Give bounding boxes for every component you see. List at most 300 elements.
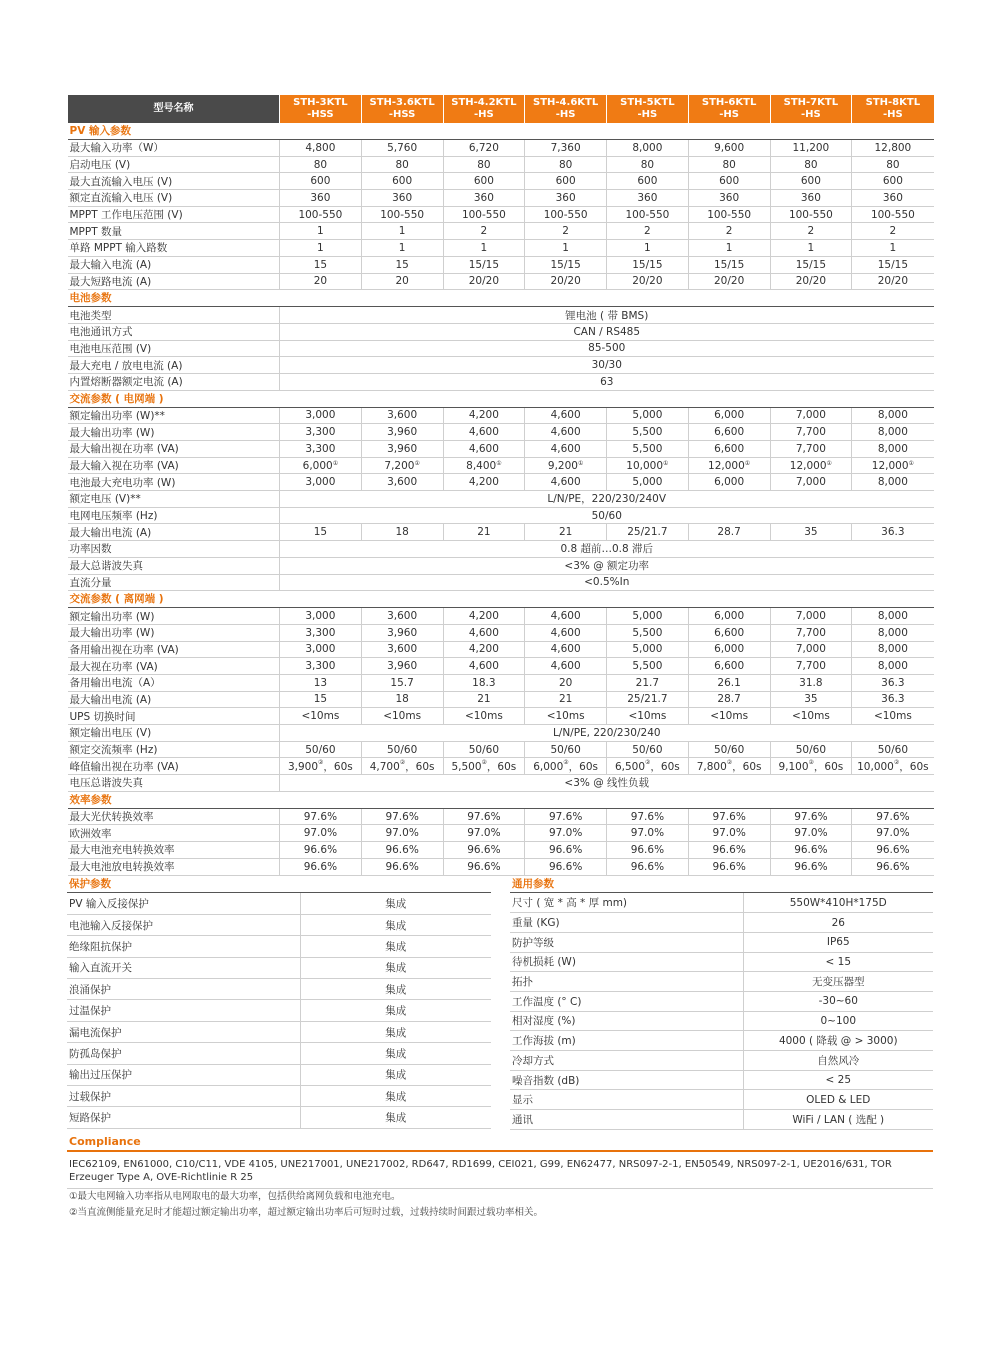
value-text: 7,360 (550, 141, 581, 154)
value-text: 15/15 (550, 258, 581, 271)
value-text: 2 (644, 225, 651, 238)
footnote: ①最大电网输入功率指从电网取电的最大功率，包括供给离网负载和电池充电。 (69, 1191, 401, 1202)
model-header: STH-3.6KTL -HSS (361, 95, 443, 123)
spec-label: MPPT 数量 (68, 223, 280, 240)
spec-value (688, 156, 770, 173)
value-text: 97.6% (467, 810, 501, 823)
spec-value (770, 758, 852, 775)
protection-value: 集成 (300, 1064, 491, 1085)
spec-value (525, 173, 607, 190)
protection-value: 集成 (300, 1086, 491, 1107)
spec-value (607, 273, 689, 290)
spec-value (443, 658, 525, 675)
model-header: STH-6KTL -HS (688, 95, 770, 123)
value-text: 36.3 (881, 676, 905, 689)
spec-value (688, 608, 770, 625)
spec-value (607, 474, 689, 491)
spec-label: 额定输出电压 (V) (68, 725, 280, 742)
value-text: 6,000 (714, 476, 745, 489)
value-text: 20/20 (468, 275, 499, 288)
spec-row (68, 541, 934, 558)
footnote-mark: ① (744, 459, 751, 467)
value-text: 600 (719, 175, 740, 188)
spec-value (852, 256, 934, 273)
spec-value (525, 858, 607, 875)
spec-value (770, 424, 852, 441)
value-text: 360 (800, 191, 821, 204)
value-text: 3,900 (287, 760, 319, 773)
value-text: 6,000 (533, 760, 564, 773)
protection-row (67, 1086, 491, 1107)
spec-value (852, 758, 934, 775)
footnote-mark: ② (481, 758, 487, 766)
spec-value (770, 407, 852, 424)
footnote-mark: ① (663, 459, 669, 467)
protection-label: 过温保护 (67, 1000, 300, 1021)
section-header-row (68, 290, 934, 307)
protection-row (67, 1043, 491, 1064)
footnote-mark: ① (496, 459, 502, 467)
spec-value (688, 741, 770, 758)
spec-value (280, 256, 362, 273)
spec-row (68, 608, 934, 625)
spec-value (688, 273, 770, 290)
protection-value: 集成 (300, 1021, 491, 1042)
general-value: 26 (743, 913, 933, 933)
value-text: 97.6% (794, 810, 828, 823)
spec-row (68, 674, 934, 691)
spec-value (852, 407, 934, 424)
spec-value (852, 741, 934, 758)
value-text: 8,000 (877, 610, 908, 623)
spec-value (443, 156, 525, 173)
value-text: 96.6% (385, 860, 419, 873)
value-text: 4,600 (550, 660, 581, 673)
spec-row (68, 741, 934, 758)
spec-value (688, 190, 770, 207)
general-value: OLED & LED (743, 1090, 933, 1110)
value-text: 8,000 (877, 660, 908, 673)
value-text: 4,800 (305, 141, 336, 154)
value-text: 96.6% (712, 860, 746, 873)
spec-value (443, 190, 525, 207)
value-text: 5,000 (632, 610, 663, 623)
spec-value (688, 223, 770, 240)
value-text: 4,600 (550, 426, 581, 439)
spec-value (607, 173, 689, 190)
spec-value (688, 256, 770, 273)
value-text: 10,000 (626, 459, 664, 472)
spec-value (770, 624, 852, 641)
spec-value (852, 842, 934, 859)
value-text: 8,000 (632, 141, 663, 154)
value-text: 1 (807, 241, 815, 254)
value-text: 100-550 (625, 208, 670, 221)
footnote-mark: ② (726, 758, 733, 766)
spec-value (525, 624, 607, 641)
spec-value (607, 808, 689, 825)
value-text: 100-550 (707, 208, 752, 221)
spec-value (852, 240, 934, 257)
general-value: < 25 (743, 1070, 933, 1090)
value-text: 12,000 (789, 459, 827, 472)
protection-panel (67, 875, 491, 1129)
value-text: 7,000 (795, 643, 826, 656)
section-header-row (68, 791, 934, 808)
protection-label: 防孤岛保护 (67, 1043, 300, 1064)
model-name-header: 型号名称 (68, 95, 280, 123)
spec-label: 最大光伏转换效率 (68, 808, 280, 825)
spec-value (607, 842, 689, 859)
spec-value (443, 173, 525, 190)
value-text: 15/15 (795, 258, 826, 271)
spec-label: 最大短路电流 (A) (68, 273, 280, 290)
value-text: 6,600 (714, 442, 745, 455)
value-text: 4,600 (550, 643, 581, 656)
value-text: 3,000 (305, 610, 336, 623)
spec-value (607, 608, 689, 625)
value-text: 50/60 (305, 743, 336, 756)
spec-value (280, 206, 362, 223)
spec-value (525, 641, 607, 658)
general-label: 相对湿度 (%) (510, 1011, 743, 1031)
value-suffix: ，60s (899, 760, 929, 773)
spec-value (852, 273, 934, 290)
spec-value (443, 858, 525, 875)
spec-value (852, 808, 934, 825)
value-text: 15 (313, 526, 328, 539)
protection-row (67, 1107, 491, 1128)
section-header-row (68, 390, 934, 407)
spec-value-span: <3% @ 线性负载 (280, 775, 934, 792)
spec-value (280, 658, 362, 675)
spec-value (770, 825, 852, 842)
value-text: 7,000 (795, 409, 826, 422)
general-row (510, 893, 933, 913)
spec-row (68, 457, 934, 474)
section-title: 电池参数 (68, 290, 934, 307)
value-text: 96.6% (467, 860, 501, 873)
value-text: 6,720 (468, 141, 499, 154)
spec-value (361, 256, 443, 273)
spec-value (688, 140, 770, 157)
spec-value (852, 156, 934, 173)
spec-row (68, 624, 934, 641)
spec-value (852, 441, 934, 458)
value-text: 12,000 (871, 459, 909, 472)
value-text: 97.0% (876, 827, 910, 840)
spec-row (68, 775, 934, 792)
value-text: 360 (637, 191, 658, 204)
spec-value (280, 608, 362, 625)
model-header: STH-4.6KTL -HS (525, 95, 607, 123)
spec-value (525, 758, 607, 775)
general-label: 显示 (510, 1090, 743, 1110)
value-text: 3,600 (387, 409, 418, 422)
spec-value (525, 658, 607, 675)
value-text: 36.3 (881, 693, 905, 706)
spec-value (443, 741, 525, 758)
spec-value (770, 173, 852, 190)
value-text: 97.0% (303, 827, 338, 840)
spec-value (607, 441, 689, 458)
spec-value-span: 85-500 (280, 340, 934, 357)
spec-value (852, 524, 934, 541)
value-text: 7,800 (696, 760, 727, 773)
value-text: 15 (313, 258, 328, 271)
value-text: 7,200 (384, 459, 415, 472)
spec-value (770, 206, 852, 223)
value-text: 2 (562, 225, 569, 238)
spec-value (280, 223, 362, 240)
spec-value (361, 842, 443, 859)
value-text: 97.6% (712, 810, 746, 823)
spec-row (68, 256, 934, 273)
spec-row (68, 708, 934, 725)
value-text: 21 (558, 693, 573, 706)
spec-row (68, 524, 934, 541)
value-text: 8,400 (466, 459, 497, 472)
spec-row (68, 140, 934, 157)
general-label: 噪音指数 (dB) (510, 1070, 743, 1090)
value-text: 80 (722, 158, 736, 171)
value-text: 18 (395, 526, 409, 539)
value-text: 8,000 (877, 409, 908, 422)
spec-row (68, 240, 934, 257)
spec-value (607, 240, 689, 257)
spec-value (361, 858, 443, 875)
value-text: 2 (889, 225, 897, 238)
spec-value (688, 173, 770, 190)
spec-label: 最大输出功率 (W) (68, 624, 280, 641)
spec-value (688, 691, 770, 708)
spec-value (525, 273, 607, 290)
value-text: 12,800 (874, 141, 912, 154)
spec-row (68, 474, 934, 491)
spec-value (361, 608, 443, 625)
spec-value (688, 457, 770, 474)
spec-value (770, 741, 852, 758)
protection-label: 漏电流保护 (67, 1021, 300, 1042)
value-text: 26.1 (717, 676, 741, 689)
value-text: 5,500 (632, 442, 663, 455)
spec-label: 最大输出电流 (A) (68, 691, 280, 708)
value-suffix: ，60s (650, 760, 680, 773)
value-text: 4,600 (468, 426, 499, 439)
value-text: 360 (719, 191, 740, 204)
protection-label: 输入直流开关 (67, 957, 300, 978)
value-text: 3,960 (387, 442, 418, 455)
value-text: 28.7 (717, 526, 741, 539)
spec-value-span: <3% @ 额定功率 (280, 557, 934, 574)
value-text: 11,200 (792, 141, 830, 154)
spec-label: 最大输出功率 (W) (68, 424, 280, 441)
spec-label: 直流分量 (68, 574, 280, 591)
spec-value (852, 708, 934, 725)
spec-value (525, 842, 607, 859)
value-text: 50/60 (550, 743, 581, 756)
spec-label: 电池类型 (68, 307, 280, 324)
value-text: 36.3 (881, 526, 905, 539)
value-text: 9,200 (547, 459, 578, 472)
spec-value (852, 691, 934, 708)
protection-value: 集成 (300, 1107, 491, 1128)
spec-label: 最大电池充电转换效率 (68, 842, 280, 859)
spec-label: 电池通讯方式 (68, 323, 280, 340)
value-text: 80 (558, 158, 573, 171)
spec-value-span: L/N/PE, 220/230/240 (280, 725, 934, 742)
value-text: 1 (889, 241, 897, 254)
spec-value (607, 457, 689, 474)
spec-value (688, 658, 770, 675)
spec-value (607, 424, 689, 441)
spec-row (68, 808, 934, 825)
general-label: 拓扑 (510, 972, 743, 992)
spec-value (280, 457, 362, 474)
value-text: <10ms (791, 710, 830, 723)
value-text: 1 (398, 225, 406, 238)
spec-value (607, 140, 689, 157)
value-text: 50/60 (468, 743, 499, 756)
spec-value (770, 457, 852, 474)
spec-value (688, 674, 770, 691)
value-text: 600 (637, 175, 658, 188)
spec-value (443, 691, 525, 708)
value-text: <10ms (628, 710, 667, 723)
value-text: 13 (313, 676, 328, 689)
value-text: 5,760 (387, 141, 418, 154)
spec-value (280, 641, 362, 658)
value-text: 3,000 (305, 643, 336, 656)
spec-row (68, 441, 934, 458)
spec-value (607, 708, 689, 725)
spec-label: 额定输出功率 (W)** (68, 407, 280, 424)
spec-value (607, 741, 689, 758)
footnote-mark: ② (808, 758, 814, 766)
value-text: 31.8 (799, 676, 823, 689)
value-text: 3,600 (387, 476, 418, 489)
spec-value (688, 524, 770, 541)
value-text: 25/21.7 (627, 693, 668, 706)
spec-value (280, 808, 362, 825)
spec-value (770, 608, 852, 625)
spec-value (280, 156, 362, 173)
value-text: 15/15 (632, 258, 663, 271)
value-text: 8,000 (877, 476, 908, 489)
section-title: 效率参数 (68, 791, 934, 808)
value-text: 4,700 (369, 760, 400, 773)
spec-row (68, 574, 934, 591)
value-text: 15/15 (468, 258, 499, 271)
value-text: 97.0% (467, 827, 501, 840)
general-label: 重量 (KG) (510, 913, 743, 933)
value-text: 3,000 (305, 409, 336, 422)
spec-value (525, 474, 607, 491)
value-text: 97.6% (630, 810, 665, 823)
protection-value: 集成 (300, 1000, 491, 1021)
general-label: 冷却方式 (510, 1051, 743, 1071)
protection-row (67, 1000, 491, 1021)
spec-value (852, 190, 934, 207)
spec-value (770, 156, 852, 173)
footnote-mark: ② (645, 758, 651, 766)
spec-value (852, 206, 934, 223)
value-text: <10ms (546, 710, 585, 723)
spec-value (361, 407, 443, 424)
value-text: 4,600 (550, 409, 581, 422)
value-text: 100-550 (788, 208, 833, 221)
spec-value (361, 156, 443, 173)
value-text: 20/20 (877, 275, 908, 288)
spec-value (443, 808, 525, 825)
protection-label: 过载保护 (67, 1086, 300, 1107)
protection-table (67, 893, 491, 1129)
spec-value (361, 691, 443, 708)
spec-value (688, 407, 770, 424)
spec-row (68, 323, 934, 340)
general-value: -30~60 (743, 991, 933, 1011)
footnote-mark: ② (563, 758, 569, 766)
value-suffix: ，60s (732, 760, 762, 773)
value-text: 6,000 (714, 643, 745, 656)
spec-value (770, 190, 852, 207)
value-text: 7,700 (795, 442, 826, 455)
value-text: 28.7 (717, 693, 741, 706)
spec-value (280, 190, 362, 207)
value-text: 1 (644, 241, 651, 254)
value-text: 5,000 (632, 409, 663, 422)
spec-value (443, 256, 525, 273)
value-text: 96.6% (794, 860, 828, 873)
general-row (510, 932, 933, 952)
protection-value: 集成 (300, 914, 491, 935)
spec-value (443, 457, 525, 474)
spec-value (280, 474, 362, 491)
spec-value (443, 624, 525, 641)
spec-value-span: 锂电池 ( 带 BMS) (280, 307, 934, 324)
value-text: 360 (555, 191, 576, 204)
value-text: 80 (477, 158, 491, 171)
protection-row (67, 1021, 491, 1042)
value-text: 3,960 (387, 660, 418, 673)
spec-value (688, 825, 770, 842)
spec-value (443, 240, 525, 257)
value-text: 9,100 (778, 760, 809, 773)
general-row (510, 1110, 933, 1130)
value-text: 1 (317, 241, 324, 254)
spec-value (852, 173, 934, 190)
spec-value (280, 842, 362, 859)
spec-value (361, 457, 443, 474)
spec-value (607, 674, 689, 691)
spec-value (688, 424, 770, 441)
general-value: 4000 ( 降载 @ > 3000) (743, 1031, 933, 1051)
footnote-mark: ① (908, 459, 914, 467)
value-text: 6,000 (714, 610, 745, 623)
spec-label: 电压总谐波失真 (68, 775, 280, 792)
spec-value (688, 758, 770, 775)
general-row (510, 1051, 933, 1071)
value-text: 1 (480, 241, 488, 254)
protection-row (67, 914, 491, 935)
spec-row (68, 491, 934, 508)
spec-value (280, 741, 362, 758)
value-text: 4,200 (468, 409, 499, 422)
spec-value (443, 842, 525, 859)
value-text: 96.6% (303, 860, 338, 873)
spec-value (525, 240, 607, 257)
spec-value-span: 63 (280, 373, 934, 390)
